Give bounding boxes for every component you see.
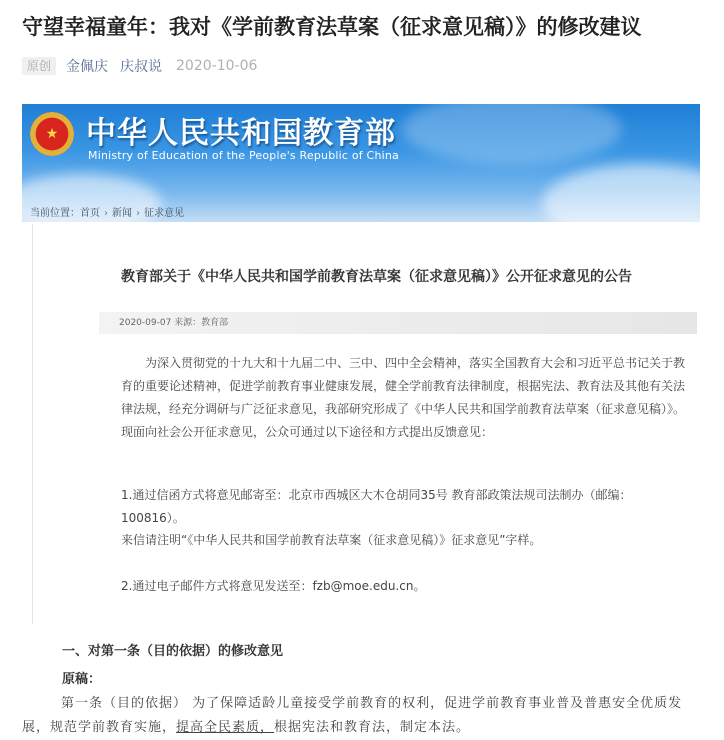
ministry-banner: [22, 104, 700, 222]
breadcrumb-item-consultation[interactable]: 征求意见: [144, 208, 184, 219]
article-meta: [22, 56, 257, 76]
announcement-body: [32, 224, 700, 624]
underlined-phrase: 提高全民素质，: [176, 720, 275, 735]
account-name-link[interactable]: 庆叔说: [120, 59, 163, 75]
article-one-text: [22, 692, 702, 740]
announcement-title: 教育部关于《中华人民共和国学前教育法草案（征求意见稿）》公开征求意见的公告: [121, 269, 632, 285]
section-heading: 一、对第一条（目的依据）的修改意见: [62, 644, 284, 659]
article-title: 守望幸福童年：我对《学前教育法草案（征求意见稿）》的修改建议: [22, 15, 642, 39]
breadcrumb-item-news[interactable]: 新闻: [112, 208, 132, 219]
national-emblem-icon: ★: [30, 112, 74, 156]
announcement-paragraph-intro: 为深入贯彻党的十九大和十九届二中、三中、四中全会精神，落实全国教育大会和习近平总书记关于教育的重要论述精神，促进学前教育事业健康发展，健全学前教育法律制度，根据宪法、教育法及其他有关法律法规，经充分调研与广泛征求意见，我部研究形成了《中华人民共和国学前教育法草案（征求意见稿）》。现面向社会公开征求意见，公众可通过以下途径和方式提出反馈意见：: [121, 356, 686, 439]
breadcrumb-separator: ›: [136, 208, 140, 219]
article-one-text-end: 根据宪法和教育法，制定本法。: [274, 720, 471, 735]
breadcrumb-separator: ›: [104, 208, 108, 219]
announcement-paragraph-note: 来信请注明“《中华人民共和国学前教育法草案（征求意见稿）》征求意见”字样。: [121, 533, 542, 547]
ministry-name-cn: 中华人民共和国教育部: [86, 116, 396, 151]
author-name[interactable]: 金佩庆: [66, 59, 109, 75]
breadcrumb-item-home[interactable]: 首页: [80, 208, 100, 219]
breadcrumb-prefix: 当前位置：: [30, 208, 80, 219]
section-subheading: 原稿：: [62, 672, 102, 687]
ministry-name-en: Ministry of Education of the People's Republic of China: [88, 149, 399, 162]
ministry-page-screenshot: [22, 104, 700, 624]
cloud-decoration: [402, 104, 622, 164]
cloud-decoration: [542, 164, 700, 222]
announcement-paragraph-mail: 1.通过信函方式将意见邮寄至：北京市西城区大木仓胡同35号 教育部政策法规司法制办（邮编：100816）。: [121, 488, 632, 525]
announcement-paragraph-email: 2.通过电子邮件方式将意见发送至：fzb@moe.edu.cn。: [121, 579, 426, 593]
announcement-meta: 2020-09-07 来源：教育部: [99, 312, 697, 334]
breadcrumb: [30, 204, 184, 219]
publish-date: 2020-10-06: [176, 58, 258, 74]
original-badge: 原创: [22, 57, 56, 75]
article-one-text-start: 第一条（目的依据） 为了保障适龄儿童接受学前教育的权利，促进学前教育事业普及普惠安全优质发展，规范学前教育实施，: [22, 696, 683, 735]
